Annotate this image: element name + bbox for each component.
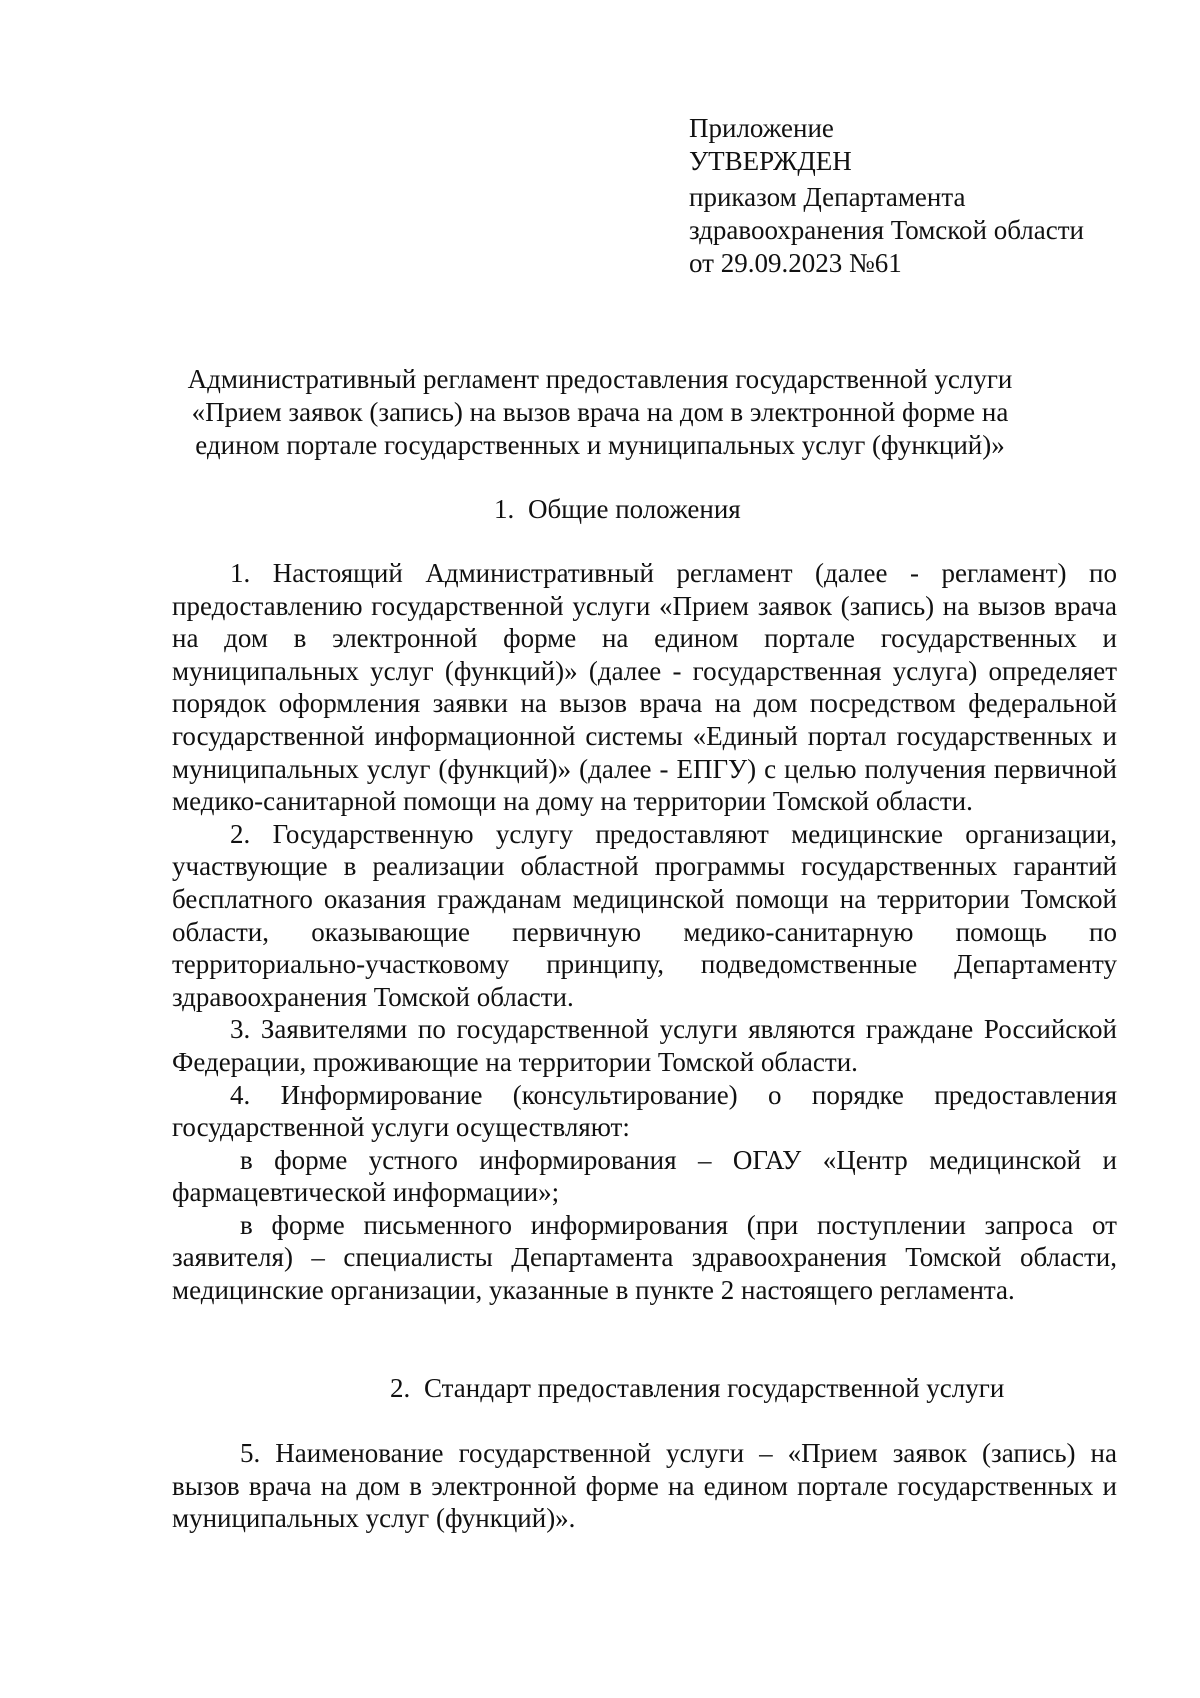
- paragraph: 2. Государственную услугу предоставляют медицинские организации, участвующие в реализации областной программы государственных гарантий бесплатного оказания гражданам медицинской помощи на территории Томской области, оказывающие первичную медико-санитарную помощь по территориально-участковому принципу, подведомственные Департаменту здравоохранения Томской области.: [172, 818, 1117, 1012]
- section-heading-text: Стандарт предоставления государственной услуги: [424, 1373, 1005, 1403]
- paragraph: 1. Настоящий Административный регламент (далее - регламент) по предоставлению государственной услуги «Прием заявок (запись) на вызов врача на дом в электронной форме на едином портале государственных и муниципальных услуг (функций)» (далее - государственная услуга) определяет порядок оформления заявки на вызов врача на дом посредством федеральной государственной информационной системы «Единый портал государственных и муниципальных услуг (функций)» (далее - ЕПГУ) с целью получения первичной медико-санитарной помощи на дому на территории Томской области.: [172, 558, 1117, 817]
- approval-block: [689, 112, 1149, 280]
- section-body-general: [172, 557, 1117, 1307]
- section-number: 1.: [494, 494, 515, 524]
- paragraph: 5. Наименование государственной услуги – «Прием заявок (запись) на вызов врача на дом в электронной форме на едином портале государственных и муниципальных услуг (функций)».: [172, 1438, 1117, 1534]
- section-heading-standard: [390, 1372, 1004, 1405]
- document-title-line: Административный регламент предоставления государственной услуги: [187, 364, 1013, 394]
- document-title-line: «Прием заявок (запись) на вызов врача на дом в электронной форме на: [191, 397, 1009, 427]
- approval-appendix-label: Приложение: [689, 113, 834, 143]
- paragraph: 3. Заявителями по государственной услуги являются граждане Российской Федерации, проживающие на территории Томской области.: [172, 1014, 1117, 1077]
- paragraph: в форме письменного информирования (при поступлении запроса от заявителя) – специалисты Департамента здравоохранения Томской области, медицинские организации, указанные в пункте 2 настоящего регламента.: [172, 1209, 1117, 1306]
- approval-department-line: здравоохранения Томской области: [689, 215, 1084, 245]
- section-heading-text: Общие положения: [528, 494, 741, 524]
- section-body-standard: [172, 1437, 1117, 1535]
- section-number: 2.: [390, 1373, 411, 1403]
- paragraph: в форме устного информирования – ОГАУ «Центр медицинской и фармацевтической информации»;: [172, 1144, 1117, 1208]
- approval-order-line: приказом Департамента: [689, 182, 966, 212]
- approval-date-number: от 29.09.2023 №61: [689, 248, 902, 278]
- document-title-line: едином портале государственных и муниципальных услуг (функций)»: [195, 430, 1005, 460]
- approval-approved-label: УТВЕРЖДЕН: [689, 146, 852, 176]
- document-title: [130, 363, 1070, 462]
- paragraph: 4. Информирование (консультирование) о порядке предоставления государственной услуги осуществляют:: [172, 1079, 1117, 1143]
- section-heading-general: [494, 493, 741, 526]
